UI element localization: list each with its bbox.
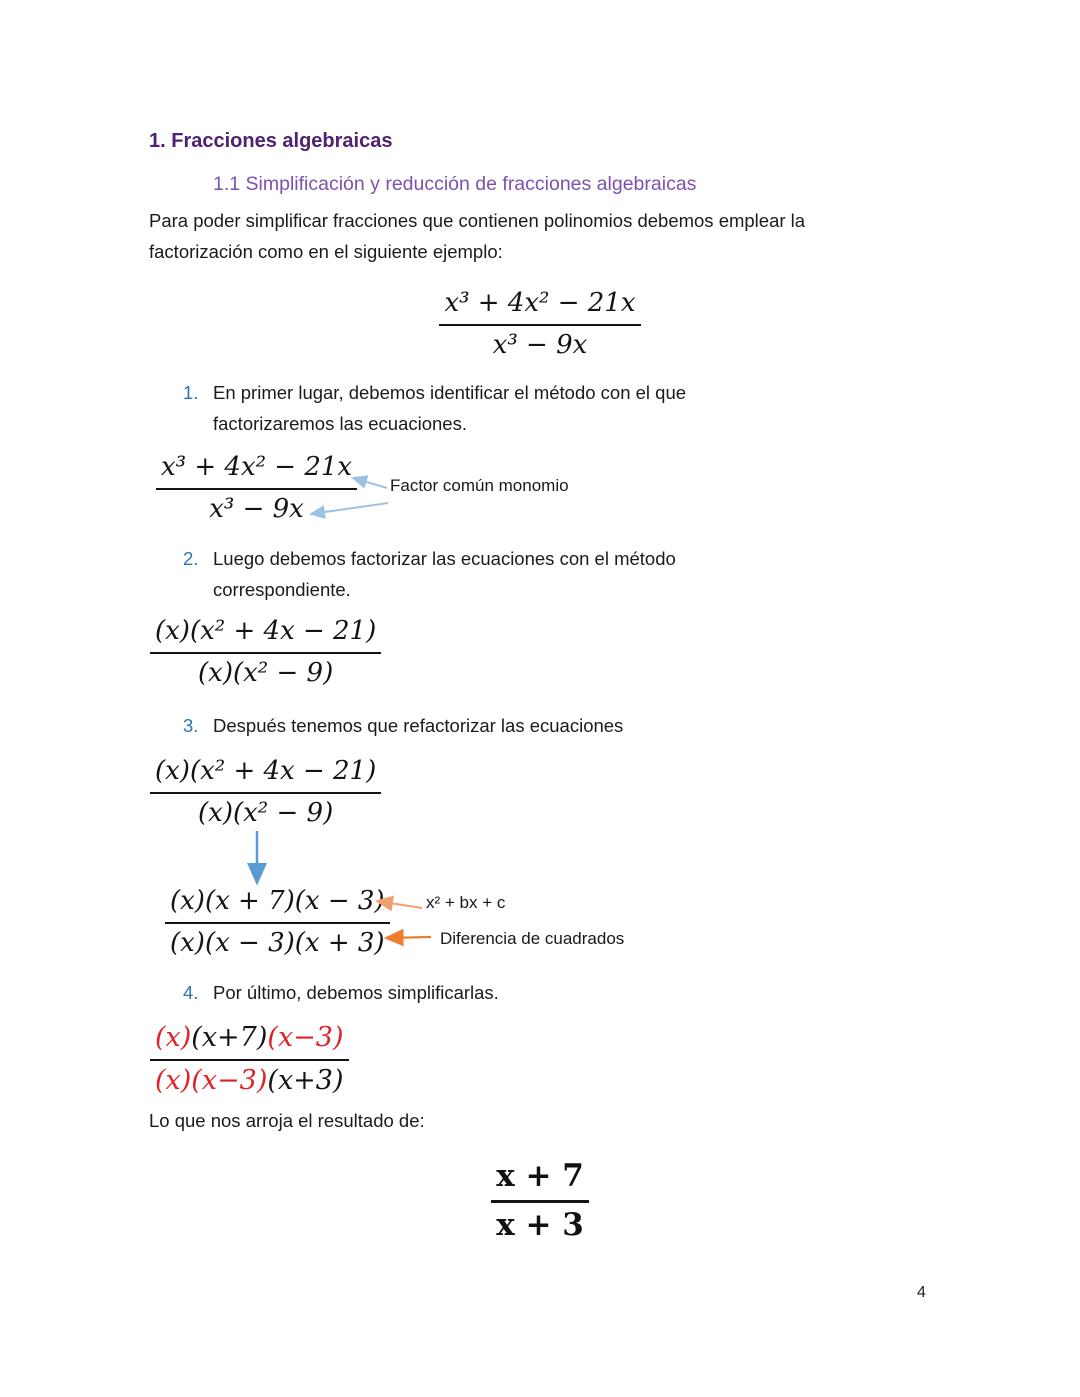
step-1 xyxy=(183,377,783,439)
intro-paragraph: Para poder simplificar fracciones que contienen polinomios debemos emplear la factorización como en el siguiente ejemplo: xyxy=(149,210,806,262)
trinomial-label: x² + bx + c xyxy=(426,893,506,912)
result-fraction xyxy=(491,1158,589,1244)
example-fraction xyxy=(439,288,640,361)
result-fraction-row xyxy=(0,1158,1080,1244)
step-2-number: 2. xyxy=(183,548,199,569)
step-4 xyxy=(183,977,803,1008)
step-3-number: 3. xyxy=(183,715,199,736)
refactored-fraction xyxy=(150,756,381,829)
example-fraction-numerator: x³ + 4x² − 21x xyxy=(444,288,636,318)
difference-of-squares-label: Diferencia de cuadrados xyxy=(440,929,625,948)
subsection-heading: 1.1 Simplificación y reducción de fracciones algebraicas xyxy=(213,173,697,195)
refactored-fraction-denominator: (x)(x² − 9) xyxy=(150,792,381,829)
factored-fraction-denominator: (x)(x² − 9) xyxy=(150,652,381,689)
step-4-number: 4. xyxy=(183,982,199,1003)
simplify-fraction-denominator xyxy=(150,1059,349,1097)
cancelled-factor: (x−3) xyxy=(191,1065,268,1097)
trinomial-arrow-icon xyxy=(368,894,426,912)
factor-comun-arrows-icon xyxy=(295,462,400,522)
expanded-fraction xyxy=(165,886,390,959)
simplify-fraction-numerator xyxy=(150,1022,349,1059)
factor-comun-label: Factor común monomio xyxy=(390,476,569,495)
step-1-number: 1. xyxy=(183,382,199,403)
simplify-fraction xyxy=(150,1022,349,1098)
factored-fraction xyxy=(150,616,381,689)
step-2-text: Luego debemos factorizar las ecuaciones con el método correspondiente. xyxy=(213,548,676,600)
step-4-text: Por último, debemos simplificarlas. xyxy=(213,982,499,1003)
cancelled-factor: (x−3) xyxy=(267,1022,344,1053)
step-3-text: Después tenemos que refactorizar las ecuaciones xyxy=(213,715,624,736)
difference-arrow-icon xyxy=(376,930,434,946)
result-fraction-numerator: x + 7 xyxy=(496,1158,584,1194)
cancelled-factor: (x) xyxy=(155,1022,192,1053)
kept-factor: (x+3) xyxy=(267,1065,344,1097)
expanded-fraction-numerator: (x)(x + 7)(x − 3) xyxy=(170,886,385,916)
kept-factor: (x+7) xyxy=(191,1022,268,1053)
closing-paragraph: Lo que nos arroja el resultado de: xyxy=(149,1110,425,1131)
identify-fraction-denominator: x³ − 9x xyxy=(156,488,357,525)
factored-fraction-numerator: (x)(x² + 4x − 21) xyxy=(155,616,377,646)
step-2 xyxy=(183,543,783,605)
result-fraction-denominator: x + 3 xyxy=(491,1200,589,1244)
page-number: 4 xyxy=(917,1284,926,1301)
step-1-text: En primer lugar, debemos identificar el método con el que factorizaremos las ecuaciones. xyxy=(213,382,687,434)
example-fraction-row xyxy=(0,288,1080,361)
expanded-fraction-denominator: (x)(x − 3)(x + 3) xyxy=(165,922,390,959)
step-3 xyxy=(183,710,803,741)
down-arrow-icon xyxy=(247,831,267,893)
section-heading: 1. Fracciones algebraicas xyxy=(149,130,393,152)
cancelled-factor: (x) xyxy=(155,1065,192,1097)
refactored-fraction-numerator: (x)(x² + 4x − 21) xyxy=(155,756,377,786)
identify-fraction-numerator: x³ + 4x² − 21x xyxy=(161,452,353,482)
example-fraction-denominator: x³ − 9x xyxy=(439,324,640,361)
